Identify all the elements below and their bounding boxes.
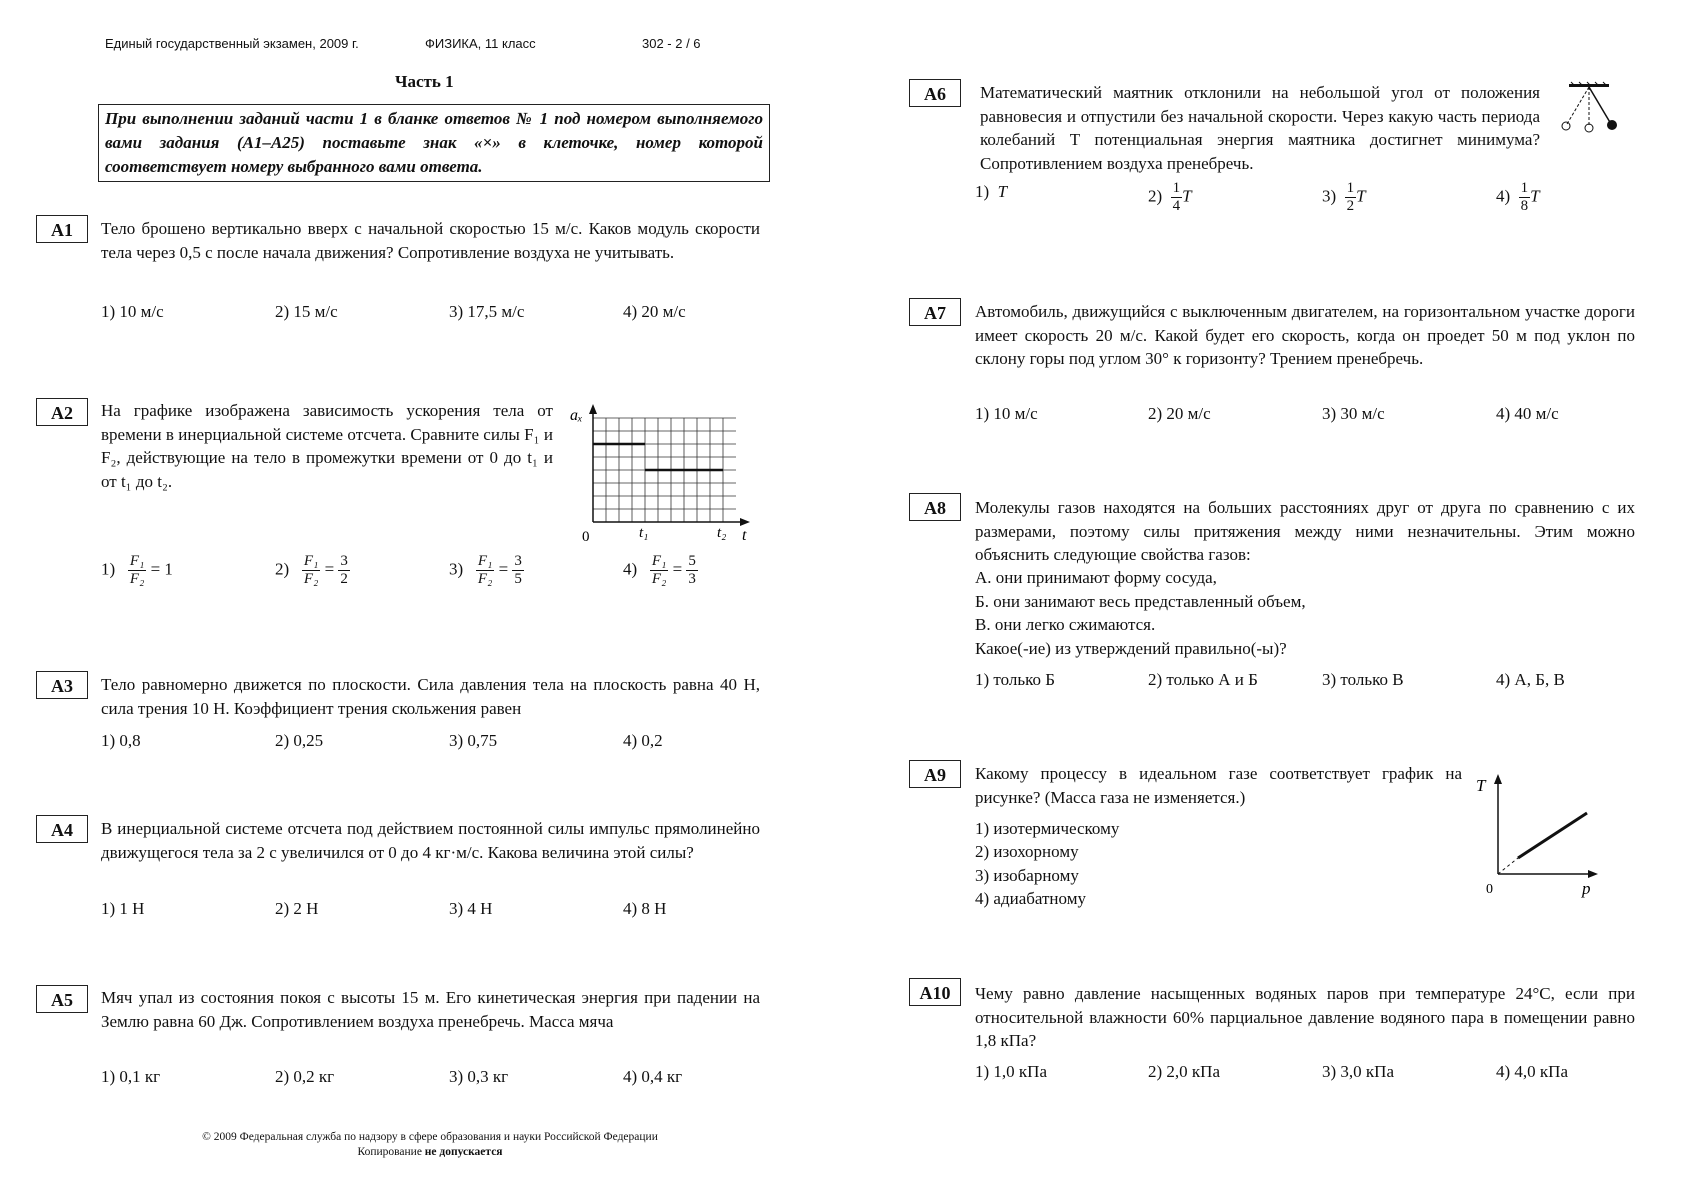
answer-a7-4[interactable]: 4) 40 м/с: [1496, 404, 1559, 423]
fraction-value: $\frac{3}{2}$: [340, 553, 348, 587]
answer-a10-2[interactable]: 2) 2,0 кПа: [1148, 1062, 1220, 1081]
answer-a2-1[interactable]: 1) $\frac{\text{F₁}}{\text{F₂}}$ = 1: [101, 553, 173, 587]
answer-a1-4[interactable]: 4) 20 м/с: [623, 302, 686, 321]
answer-a6-1[interactable]: 1) T: [975, 182, 1008, 201]
answer-a9-1[interactable]: 1) изотермическому: [975, 819, 1120, 838]
pendulum-bob: [1607, 120, 1617, 130]
answer-a8-4[interactable]: 4) А, Б, В: [1496, 670, 1565, 689]
graph-t1-label: t₁: [639, 525, 649, 541]
question-label-a3: A3: [36, 671, 88, 699]
answer-a7-2[interactable]: 2) 20 м/с: [1148, 404, 1211, 423]
fraction-f1-f2: $\frac{\text{F₁}}{\text{F₂}}$: [303, 553, 319, 587]
fraction-value: $\frac{5}{3}$: [688, 553, 696, 587]
answer-a4-1[interactable]: 1) 1 Н: [101, 899, 145, 918]
answer-a3-1[interactable]: 1) 0,8: [101, 731, 141, 750]
part-title: Часть 1: [395, 72, 454, 91]
graph-x-label: t: [742, 527, 747, 544]
tp-graph: [1470, 770, 1610, 900]
question-label-a9: A9: [909, 760, 961, 788]
question-text-a1: Тело брошено вертикально вверх с начальной скоростью 15 м/с. Каков модуль скорости тела через 0,5 с после начала движения? Сопротивление воздуха не учитывать.: [101, 219, 760, 262]
tp-graph-extrapolation: [1498, 858, 1518, 874]
footer-copyright: © 2009 Федеральная служба по надзору в сфере образования и науки Российской Федерации: [202, 1131, 658, 1143]
header-exam: Единый государственный экзамен, 2009 г.: [105, 36, 359, 51]
question-label-a8: A8: [909, 493, 961, 521]
answer-a2-2[interactable]: 2) $\frac{\text{F₁}}{\text{F₂}}$ = $\frac{3}{2}$: [275, 553, 348, 587]
question-label-a10: A10: [909, 978, 961, 1006]
answer-a6-2[interactable]: 2) $\frac{1}{4}$ T: [1148, 180, 1192, 214]
answer-a7-1[interactable]: 1) 10 м/с: [975, 404, 1038, 423]
question-text-a4: В инерциальной системе отсчета под действием постоянной силы импульс прямолинейно движущегося тела за 2 с увеличился от 0 до 4 кг·м/с. Какова величина этой силы?: [101, 819, 760, 862]
answer-a2-3[interactable]: 3) $\frac{\text{F₁}}{\text{F₂}}$ = $\frac{3}{5}$: [449, 553, 522, 587]
question-text-a7: Автомобиль, движущийся с выключенным двигателем, на горизонтальном участке дороги имеет скорость 20 м/с. Какой будет его скорость, когда он проедет 50 м под уклон по склону горы под углом 30° к горизонту? Трением пренебречь.: [975, 302, 1635, 368]
pendulum-thread: [1589, 87, 1611, 124]
question-text-a3: Тело равномерно движется по плоскости. Сила давления тела на плоскость равна 40 Н, сила трения 10 Н. Коэффициент трения скольжения равен: [101, 675, 760, 718]
answer-a6-4[interactable]: 4) $\frac{1}{8}$ T: [1496, 180, 1540, 214]
answer-a5-4[interactable]: 4) 0,4 кг: [623, 1067, 683, 1086]
question-text-a5: Мяч упал из состояния покоя с высоты 15 м. Его кинетическая энергия при падении на Землю равна 60 Дж. Сопротивлением воздуха пренебречь. Масса мяча: [101, 988, 760, 1031]
tp-graph-y-label: T: [1476, 776, 1486, 795]
tp-graph-x-arrow-icon: [1588, 870, 1598, 878]
fraction-value: $\frac{1}{2}$: [1346, 180, 1355, 214]
answer-a8-3[interactable]: 3) только В: [1322, 670, 1404, 689]
fraction-f1-f2: $\frac{\text{F₁}}{\text{F₂}}$: [129, 553, 145, 587]
answer-a6-3[interactable]: 3) $\frac{1}{2}$ T: [1322, 180, 1366, 214]
fraction-value: $\frac{3}{5}$: [514, 553, 522, 587]
graph-t2-label: t₂: [717, 525, 727, 541]
answer-a1-2[interactable]: 2) 15 м/с: [275, 302, 338, 321]
answer-a5-1[interactable]: 1) 0,1 кг: [101, 1067, 161, 1086]
answer-a4-2[interactable]: 2) 2 Н: [275, 899, 319, 918]
fraction-f1-f2: $\frac{\text{F₁}}{\text{F₂}}$: [651, 553, 667, 587]
question-label-a5: A5: [36, 985, 88, 1013]
footer-copy-note: Копирование не допускается: [357, 1146, 503, 1158]
graph-origin: 0: [582, 529, 590, 545]
answer-a8-2[interactable]: 2) только А и Б: [1148, 670, 1258, 689]
statement-c: В. они легко сжимаются.: [975, 615, 1156, 634]
question-label-a2: A2: [36, 398, 88, 426]
question-text-a6: Математический маятник отклонили на небольшой угол от положения равновесия и отпустили без начальной скорости. Через какую часть периода колебаний T потенциальная энергия маятника достигнет минимума? Сопротивлением воздуха пренебречь.: [980, 83, 1540, 173]
question-label-a6: A6: [909, 79, 961, 107]
fraction-value: $\frac{1}{4}$: [1172, 180, 1181, 214]
graph-x-arrow-icon: [740, 518, 750, 526]
pendulum-diagram: [1555, 80, 1635, 140]
tp-graph-origin: 0: [1486, 882, 1493, 897]
answer-a4-3[interactable]: 3) 4 Н: [449, 899, 493, 918]
question-text-a8: Молекулы газов находятся на больших расстояниях друг от друга по сравнению с их размерами, поэтому силы притяжения между ними незначительны. Этим можно объяснить следующие свойства газов:: [975, 498, 1635, 564]
answer-a5-3[interactable]: 3) 0,3 кг: [449, 1067, 509, 1086]
answer-a9-3[interactable]: 3) изобарному: [975, 866, 1079, 885]
answer-a3-3[interactable]: 3) 0,75: [449, 731, 498, 750]
answer-a3-4[interactable]: 4) 0,2: [623, 731, 663, 750]
tp-graph-y-arrow-icon: [1494, 774, 1502, 784]
answer-a9-2[interactable]: 2) изохорному: [975, 842, 1079, 861]
fraction-value: $\frac{1}{8}$: [1520, 180, 1529, 214]
header-page: 302 - 2 / 6: [642, 36, 701, 51]
answer-a10-1[interactable]: 1) 1,0 кПа: [975, 1062, 1047, 1081]
answer-a4-4[interactable]: 4) 8 Н: [623, 899, 667, 918]
answer-a9-4[interactable]: 4) адиабатному: [975, 889, 1086, 908]
question-text-a10: Чему равно давление насыщенных водяных паров при температуре 24°С, если при относительной влажности 60% парциальное давление водяного пара в помещении равно 1,8 кПа?: [975, 984, 1635, 1050]
graph-y-label: aₓ: [570, 407, 583, 424]
question-label-a4: A4: [36, 815, 88, 843]
answer-a1-1[interactable]: 1) 10 м/с: [101, 302, 164, 321]
answer-a2-4[interactable]: 4) $\frac{\text{F₁}}{\text{F₂}}$ = $\frac{5}{3}$: [623, 553, 696, 587]
acceleration-graph: [560, 400, 760, 550]
header-subject: ФИЗИКА, 11 класс: [425, 36, 536, 51]
question-label-a7: A7: [909, 298, 961, 326]
tp-graph-x-label: p: [1582, 879, 1591, 898]
statement-a: А. они принимают форму сосуда,: [975, 568, 1217, 587]
answer-a10-4[interactable]: 4) 4,0 кПа: [1496, 1062, 1568, 1081]
answer-a1-3[interactable]: 3) 17,5 м/с: [449, 302, 525, 321]
part-instruction: При выполнении заданий части 1 в бланке ответов № 1 под номером выполняемого вами задания (А1–А25) поставьте знак «×» в клеточке, номер которой соответствует номеру выбранного вами ответа.: [98, 104, 770, 182]
question-text-a2: На графике изображена зависимость ускорения тела от времени в инерциальной системе отсчета. Сравните силы F₁ и F₂, действующие на тело в промежутки времени от 0 до t₁ и от t₁ до t₂.: [101, 401, 553, 491]
graph-y-arrow-icon: [589, 404, 597, 414]
answer-a8-1[interactable]: 1) только Б: [975, 670, 1056, 689]
answer-a5-2[interactable]: 2) 0,2 кг: [275, 1067, 335, 1086]
answer-a3-2[interactable]: 2) 0,25: [275, 731, 324, 750]
tp-graph-line: [1518, 813, 1587, 858]
statement-b: Б. они занимают весь представленный объем,: [975, 592, 1306, 611]
question-a8-prompt: Какое(-ие) из утверждений правильно(-ы)?: [975, 639, 1287, 658]
fraction-f1-f2: $\frac{\text{F₁}}{\text{F₂}}$: [477, 553, 493, 587]
answer-a10-3[interactable]: 3) 3,0 кПа: [1322, 1062, 1394, 1081]
question-text-a9: Какому процессу в идеальном газе соответствует график на рисунке? (Масса газа не изменяется.): [975, 764, 1462, 807]
question-label-a1: A1: [36, 215, 88, 243]
answer-a7-3[interactable]: 3) 30 м/с: [1322, 404, 1385, 423]
